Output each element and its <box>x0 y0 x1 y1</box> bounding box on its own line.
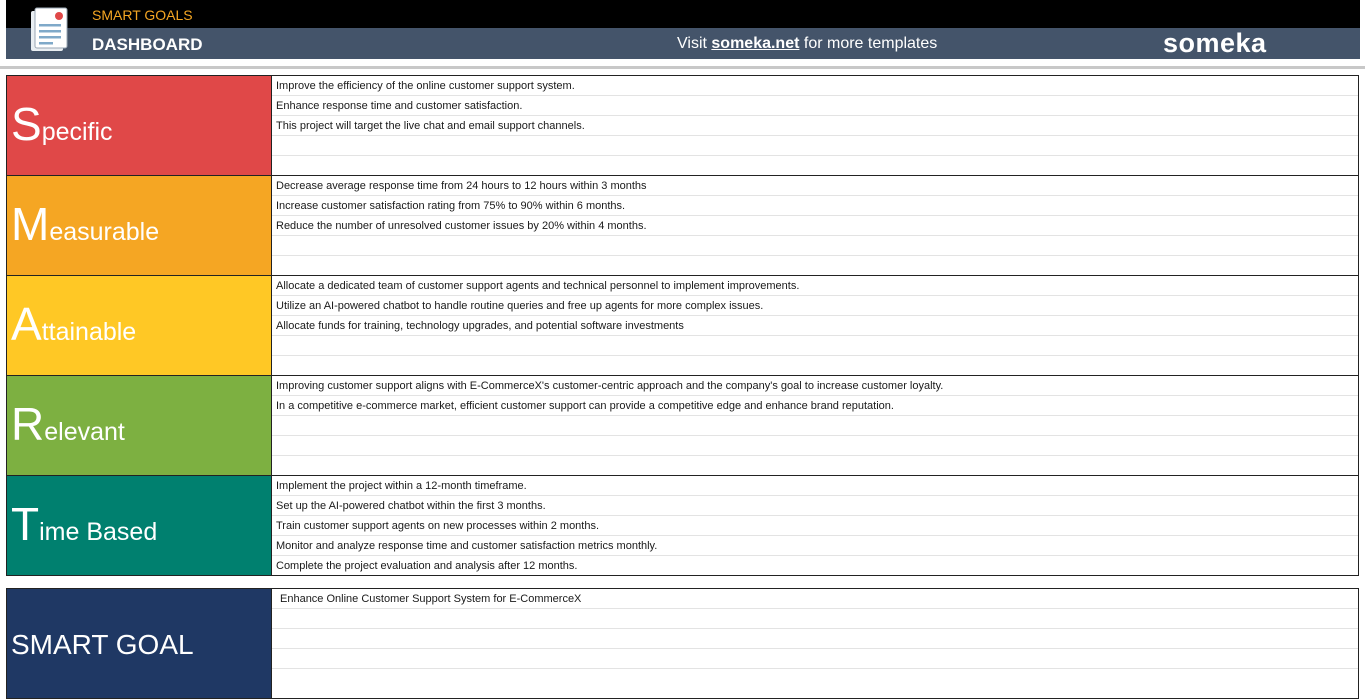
app-title: SMART GOALS <box>92 7 193 23</box>
goal-line[interactable]: Reduce the number of unresolved customer issues by 20% within 4 months. <box>272 216 1358 236</box>
section-initial: M <box>11 198 50 250</box>
goal-line[interactable]: Improving customer support aligns with E-CommerceX's customer-centric approach and the company's goal to increase customer loyalty. <box>272 376 1358 396</box>
goal-line[interactable]: Increase customer satisfaction rating from 75% to 90% within 6 months. <box>272 196 1358 216</box>
section-label-relevant <box>7 376 272 475</box>
someka-link[interactable]: someka.net <box>711 35 800 52</box>
section-specific <box>6 75 1359 176</box>
smart-goal-line[interactable]: Enhance Online Customer Support System for E-CommerceX <box>272 589 1358 609</box>
dashboard-title: DASHBOARD <box>92 35 203 54</box>
goal-line[interactable] <box>272 416 1358 436</box>
goal-line[interactable]: Allocate funds for training, technology upgrades, and potential software investments <box>272 316 1358 336</box>
section-attainable <box>6 275 1359 376</box>
someka-logo[interactable]: someka <box>1163 28 1267 58</box>
section-initial: A <box>11 298 42 350</box>
smart-goal-block <box>6 588 1359 699</box>
smart-goal-lines <box>272 589 1358 698</box>
section-word-rest: elevant <box>44 418 125 446</box>
smart-goal-line[interactable] <box>272 669 1358 689</box>
section-word-rest: pecific <box>41 118 113 146</box>
goal-line[interactable]: Allocate a dedicated team of customer support agents and technical personnel to implement improvements. <box>272 276 1358 296</box>
section-initial: R <box>11 398 45 450</box>
promo-text <box>677 35 937 53</box>
goal-line[interactable]: Set up the AI-powered chatbot within the first 3 months. <box>272 496 1358 516</box>
goal-line[interactable] <box>272 336 1358 356</box>
section-label-measurable <box>7 176 272 275</box>
smart-goal-title: SMART GOAL <box>11 629 194 660</box>
section-lines <box>272 76 1358 175</box>
section-title <box>11 398 125 455</box>
promo-suffix: for more templates <box>799 35 938 52</box>
goal-line[interactable]: Implement the project within a 12-month timeframe. <box>272 476 1358 496</box>
section-label-time-based <box>7 476 272 575</box>
goal-line[interactable] <box>272 456 1358 476</box>
section-lines <box>272 476 1358 575</box>
goal-line[interactable] <box>272 436 1358 456</box>
smart-goal-line[interactable] <box>272 649 1358 669</box>
smart-goal-line[interactable] <box>272 609 1358 629</box>
section-time-based <box>6 475 1359 576</box>
document-icon <box>28 6 72 54</box>
goal-line[interactable] <box>272 356 1358 376</box>
goal-line[interactable] <box>272 156 1358 176</box>
promo-prefix: Visit <box>677 35 712 52</box>
goal-line[interactable]: Utilize an AI-powered chatbot to handle routine queries and free up agents for more complex issues. <box>272 296 1358 316</box>
section-initial: T <box>11 498 40 550</box>
header-top-bar <box>6 0 1360 28</box>
goal-line[interactable] <box>272 136 1358 156</box>
section-lines <box>272 276 1358 375</box>
goal-line[interactable]: Enhance response time and customer satisfaction. <box>272 96 1358 116</box>
section-title <box>11 498 158 555</box>
header-divider <box>0 66 1365 69</box>
section-word-rest: ime Based <box>39 518 158 546</box>
goal-line[interactable]: Train customer support agents on new processes within 2 months. <box>272 516 1358 536</box>
goal-line[interactable]: Monitor and analyze response time and customer satisfaction metrics monthly. <box>272 536 1358 556</box>
section-title <box>11 298 137 355</box>
section-lines <box>272 176 1358 275</box>
section-word-rest: easurable <box>49 218 160 246</box>
smart-goal-line[interactable] <box>272 629 1358 649</box>
section-word-rest: ttainable <box>41 318 137 346</box>
section-initial: S <box>11 98 42 150</box>
section-title <box>11 98 113 155</box>
goal-line[interactable]: This project will target the live chat and email support channels. <box>272 116 1358 136</box>
section-label-attainable <box>7 276 272 375</box>
goal-line[interactable]: Decrease average response time from 24 hours to 12 hours within 3 months <box>272 176 1358 196</box>
goal-line[interactable]: In a competitive e-commerce market, efficient customer support can provide a competitive edge and enhance brand reputation. <box>272 396 1358 416</box>
goal-line[interactable]: Complete the project evaluation and analysis after 12 months. <box>276 560 578 572</box>
goal-line[interactable]: Improve the efficiency of the online customer support system. <box>272 76 1358 96</box>
section-lines <box>272 376 1358 475</box>
section-label-specific <box>7 76 272 175</box>
smart-goal-label <box>7 589 272 698</box>
section-relevant <box>6 375 1359 476</box>
goal-line[interactable] <box>272 256 1358 276</box>
goal-line[interactable] <box>272 236 1358 256</box>
section-title <box>11 198 160 255</box>
section-measurable <box>6 175 1359 276</box>
